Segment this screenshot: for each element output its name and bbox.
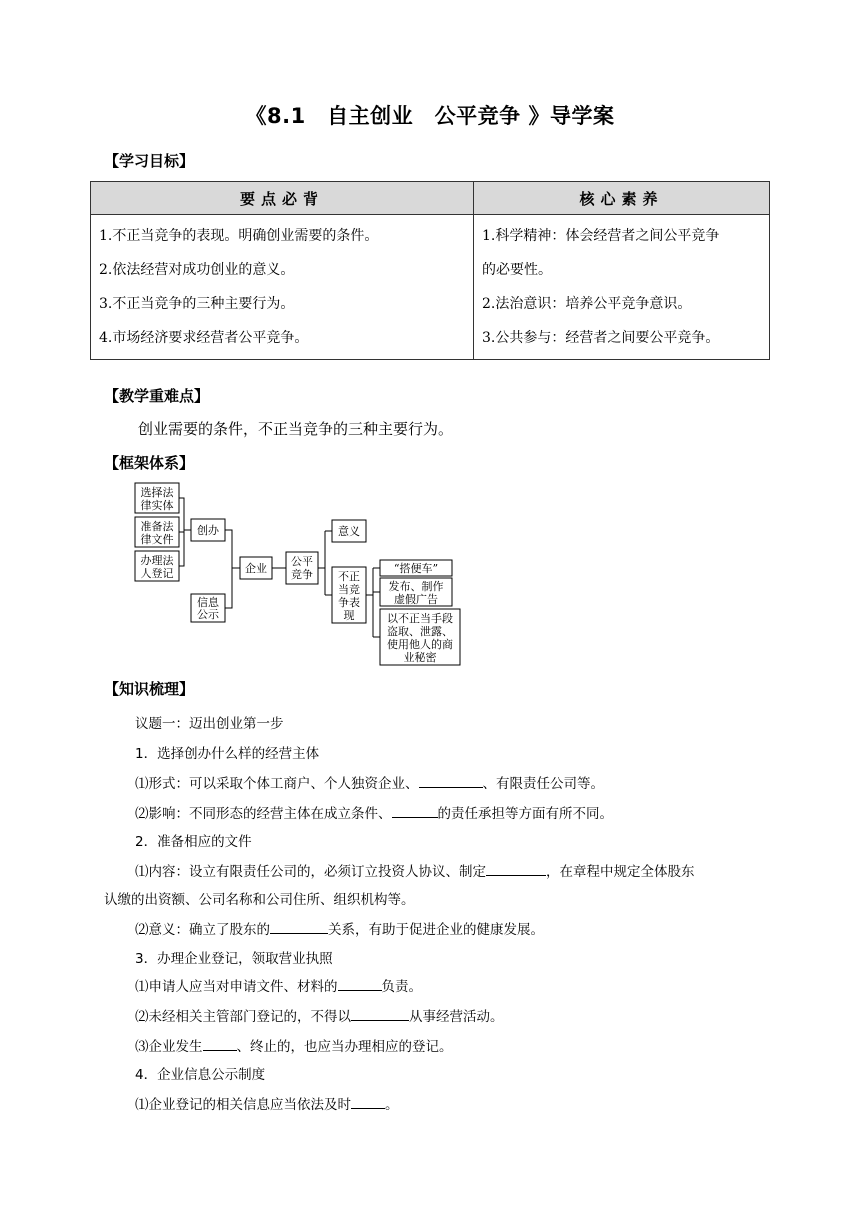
section-heading-framework: 【框架体系】 xyxy=(104,454,195,472)
diagram-enterprise: 企业 xyxy=(245,562,267,575)
goals-table xyxy=(90,181,770,360)
page-title: 《8.1 自主创业 公平竞争 》导学案 xyxy=(245,104,615,128)
diagram-unfair-l4: 现 xyxy=(343,609,355,622)
knowledge-text: ⑴形式：可以采取个体工商户、个人独资企业、 xyxy=(135,776,419,792)
diagram-prepare-l2: 律文件 xyxy=(140,533,174,546)
diagram-meaning: 意义 xyxy=(338,525,360,538)
knowledge-text: ，在章程中规定全体股东 xyxy=(546,864,695,880)
knowledge-line xyxy=(135,1093,399,1113)
knowledge-text: ⑴申请人应当对申请文件、材料的 xyxy=(135,979,338,995)
diagram-register-l2: 人登记 xyxy=(140,567,174,580)
knowledge-line xyxy=(135,975,422,995)
knowledge-text: ⑴企业登记的相关信息应当依法及时 xyxy=(135,1097,351,1113)
diagram-secret-l1: 以不正当手段 xyxy=(387,612,453,625)
topic-title: 议题一：迈出创业第一步 xyxy=(135,716,284,732)
knowledge-text: 的责任承担等方面有所不同。 xyxy=(437,806,613,822)
col1-cell xyxy=(91,215,474,360)
knowledge-text: 、有限责任公司等。 xyxy=(482,776,604,792)
literacy-item: 1.科学精神：体会经营者之间公平竞争 xyxy=(482,228,720,244)
key-points-text: 创业需要的条件，不正当竞争的三种主要行为。 xyxy=(138,420,454,438)
fill-blank[interactable] xyxy=(338,978,382,991)
knowledge-text: ⑶企业发生 xyxy=(135,1039,203,1055)
fill-blank[interactable] xyxy=(419,775,483,788)
col2-cell xyxy=(474,215,770,360)
section-heading-goals: 【学习目标】 xyxy=(104,152,195,170)
diagram-select-l1: 选择法 xyxy=(140,486,174,499)
knowledge-text: 从事经营活动。 xyxy=(409,1009,504,1025)
diagram-prepare-l1: 准备法 xyxy=(140,520,174,533)
diagram-unfair-l3: 争表 xyxy=(338,596,360,609)
knowledge-text: ⑵影响：不同形态的经营主体在成立条件、 xyxy=(135,806,392,822)
diagram-secret-l4: 业秘密 xyxy=(403,651,437,664)
col2-header: 核心素养 xyxy=(474,182,770,215)
knowledge-line xyxy=(135,1035,453,1055)
diagram-select-l2: 律实体 xyxy=(140,499,174,512)
knowledge-text: 负责。 xyxy=(381,979,422,995)
knowledge-text: 、终止的，也应当办理相应的登记。 xyxy=(236,1039,453,1055)
diagram-info-l1: 信息 xyxy=(197,596,219,609)
fill-blank[interactable] xyxy=(351,1096,385,1109)
fill-blank[interactable] xyxy=(203,1038,237,1051)
goal-item: 1.不正当竞争的表现。明确创业需要的条件。 xyxy=(99,228,379,244)
knowledge-text: ⑴内容：设立有限责任公司的，必须订立投资人协议、制定 xyxy=(135,864,486,880)
section-heading-key-points: 【教学重难点】 xyxy=(104,387,210,405)
diagram-fair-l1: 公平 xyxy=(291,555,313,568)
diagram-unfair-l1: 不正 xyxy=(338,570,360,583)
knowledge-line xyxy=(135,918,544,938)
fill-blank[interactable] xyxy=(486,863,546,876)
knowledge-line xyxy=(135,772,604,792)
literacy-item: 的必要性。 xyxy=(482,262,552,278)
diagram-register-l1: 办理法 xyxy=(140,554,174,567)
diagram-unfair-l2: 当竞 xyxy=(338,583,360,596)
knowledge-text: 。 xyxy=(385,1097,399,1113)
knowledge-line: 1．选择创办什么样的经营主体 xyxy=(135,746,320,762)
diagram-fake-l1: 发布、制作 xyxy=(388,580,444,593)
knowledge-text: ⑵意义：确立了股东的 xyxy=(135,922,270,938)
diagram-secret-l2: 盗取、泄露、 xyxy=(387,625,453,638)
fill-blank[interactable] xyxy=(392,805,438,818)
knowledge-line xyxy=(135,1005,504,1025)
diagram-info-l2: 公示 xyxy=(197,608,219,621)
knowledge-line: 认缴的出资额、公司名称和公司住所、组织机构等。 xyxy=(104,892,415,908)
knowledge-line xyxy=(135,802,613,822)
fill-blank[interactable] xyxy=(351,1008,409,1021)
goal-item: 3.不正当竞争的三种主要行为。 xyxy=(99,296,295,312)
literacy-item: 2.法治意识：培养公平竞争意识。 xyxy=(482,296,692,312)
fill-blank[interactable] xyxy=(270,921,328,934)
knowledge-line: 3．办理企业登记，领取营业执照 xyxy=(135,951,333,967)
literacy-item: 3.公共参与：经营者之间要公平竞争。 xyxy=(482,330,720,346)
goal-item: 4.市场经济要求经营者公平竞争。 xyxy=(99,330,309,346)
knowledge-text: 关系，有助于促进企业的健康发展。 xyxy=(328,922,544,938)
diagram-secret-l3: 使用他人的商 xyxy=(387,638,453,651)
framework-diagram xyxy=(130,478,470,668)
diagram-chuangban: 创办 xyxy=(197,524,219,537)
knowledge-text: ⑵未经相关主管部门登记的，不得以 xyxy=(135,1009,351,1025)
diagram-hitch: “搭便车” xyxy=(393,562,439,575)
col1-header: 要点必背 xyxy=(91,182,474,215)
knowledge-line: 4．企业信息公示制度 xyxy=(135,1067,266,1083)
knowledge-line xyxy=(135,860,695,880)
knowledge-line: 2．准备相应的文件 xyxy=(135,834,252,850)
diagram-fair-l2: 竞争 xyxy=(291,568,313,581)
diagram-fake-l2: 虚假广告 xyxy=(394,593,438,606)
section-heading-knowledge: 【知识梳理】 xyxy=(104,680,195,698)
goal-item: 2.依法经营对成功创业的意义。 xyxy=(99,262,295,278)
